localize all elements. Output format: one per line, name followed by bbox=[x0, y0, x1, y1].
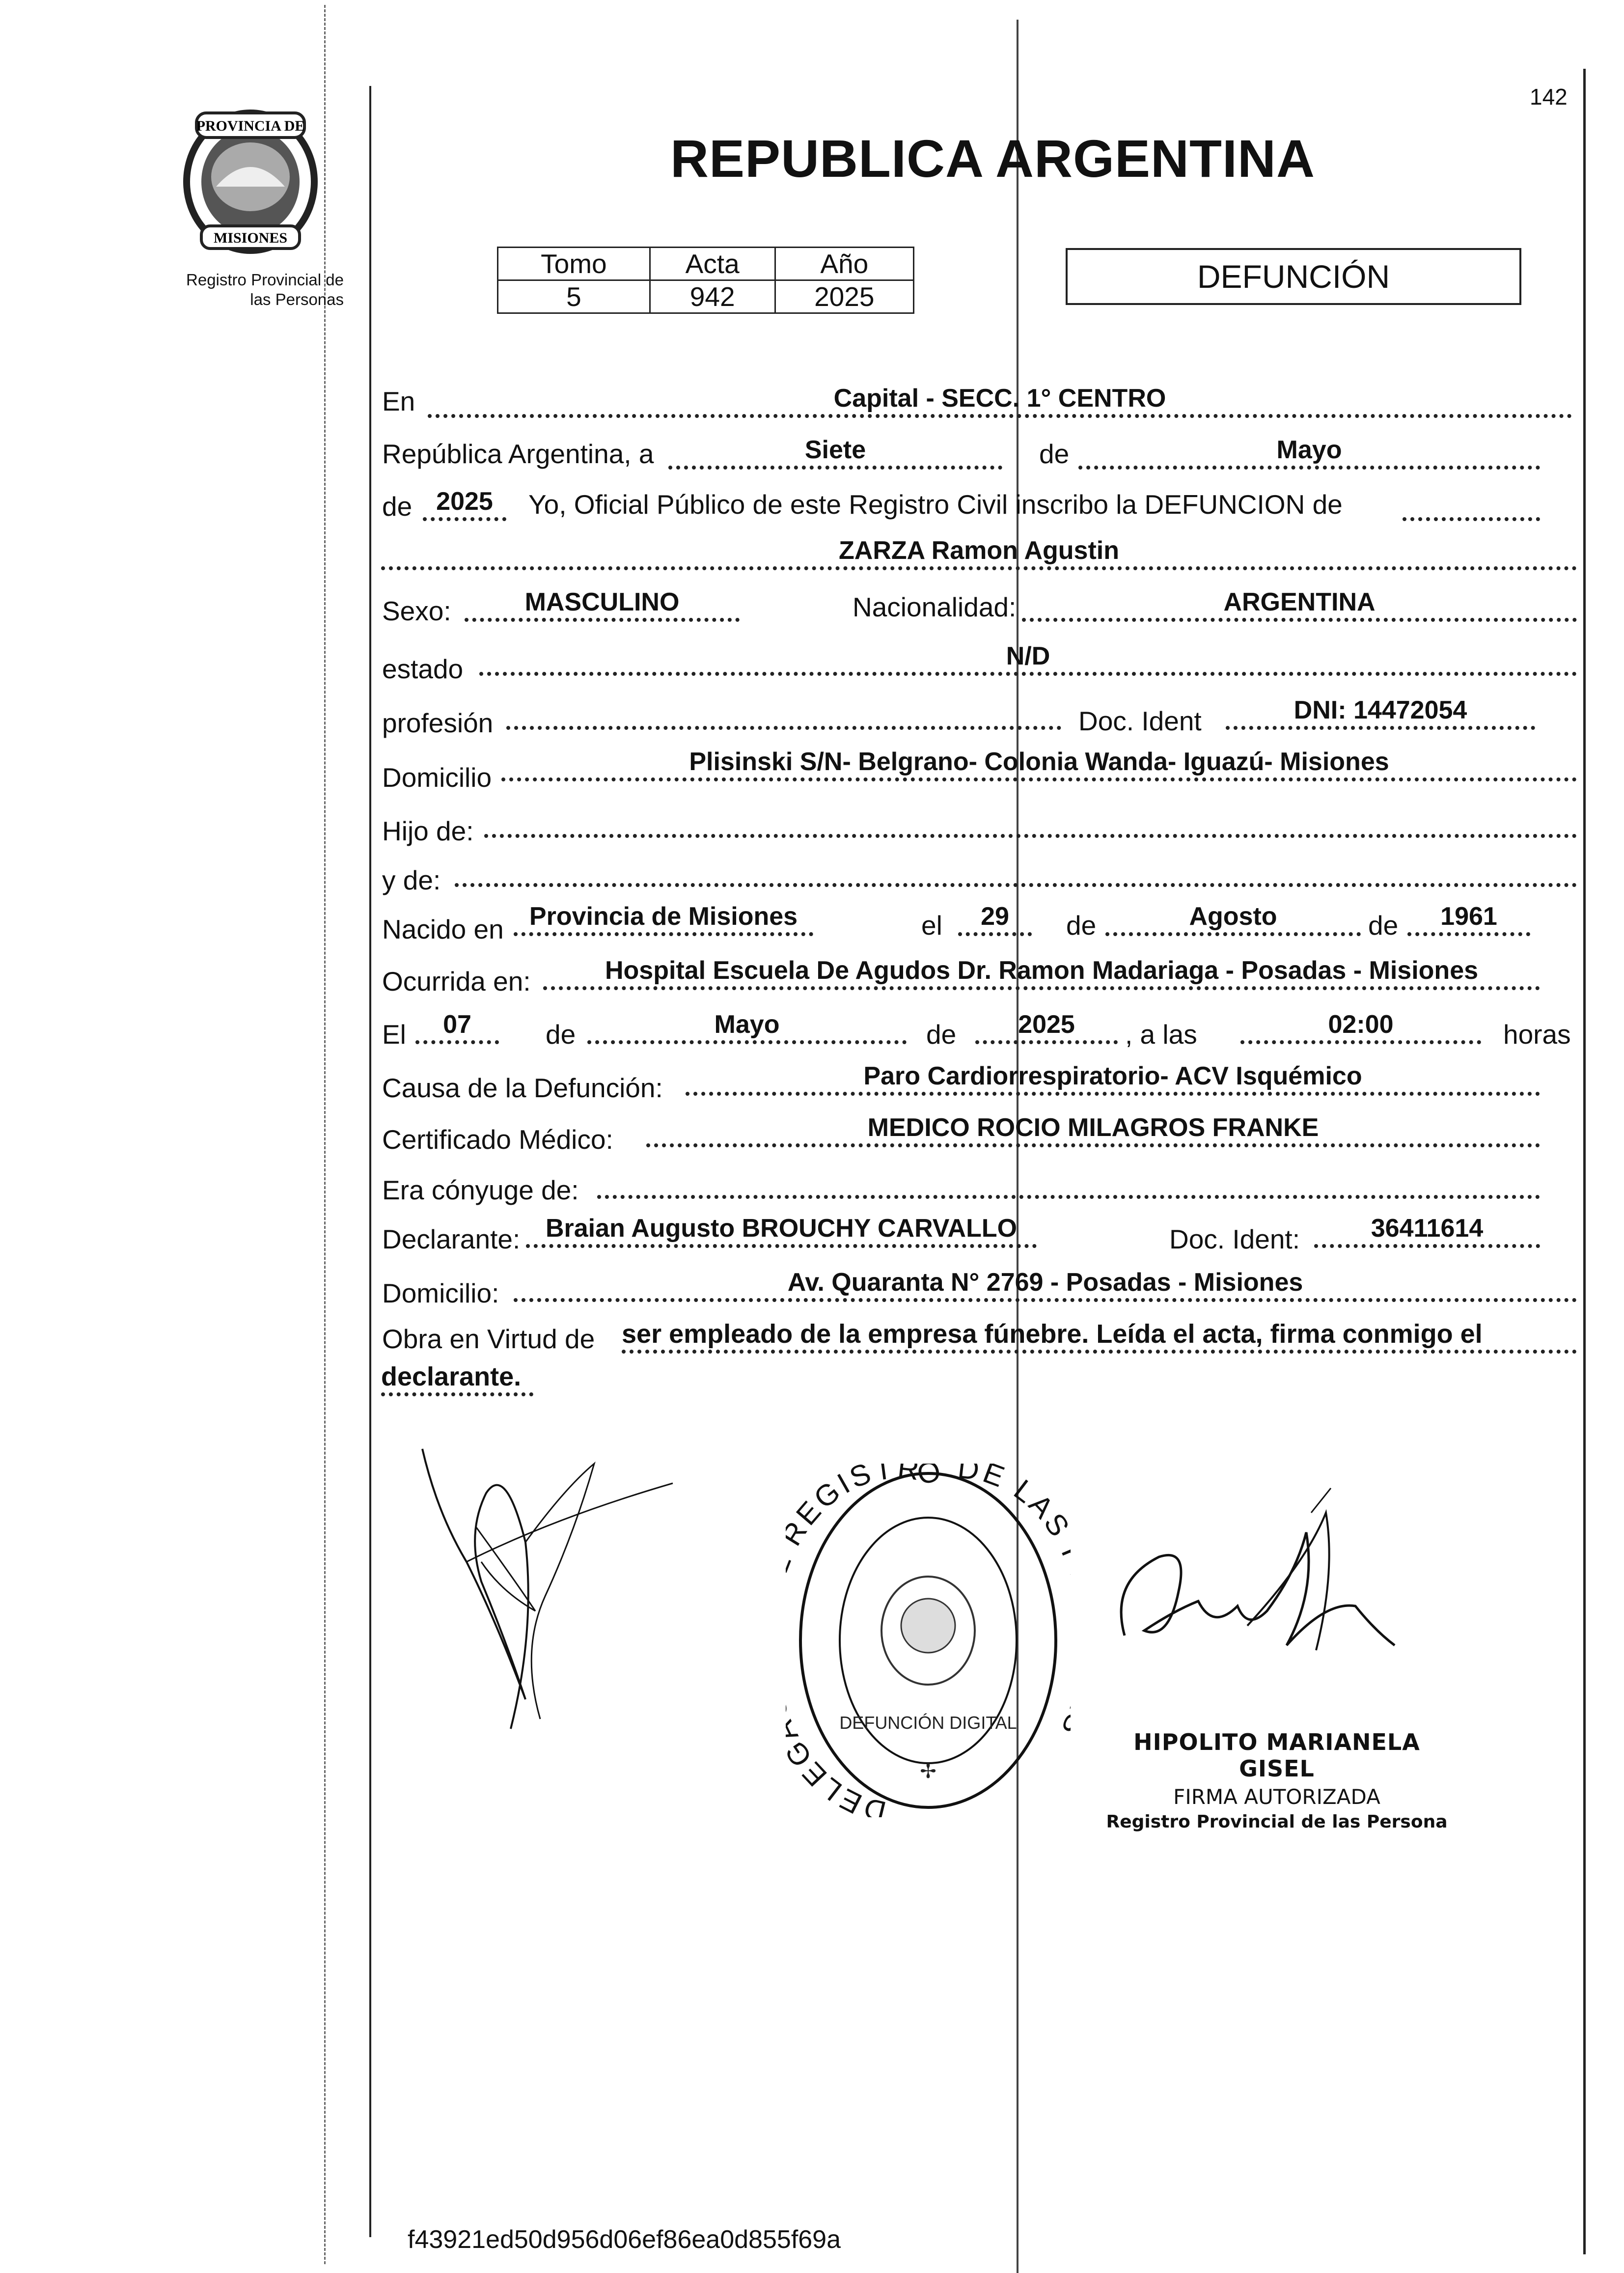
de4-label: de bbox=[1368, 910, 1399, 941]
registry-caption bbox=[147, 270, 344, 309]
domicilio-label: Domicilio bbox=[382, 762, 492, 793]
ocurrida-label: Ocurrida en: bbox=[382, 966, 531, 997]
provincial-seal bbox=[162, 103, 339, 255]
declarante-label: Declarante: bbox=[382, 1224, 521, 1254]
acta-value: 942 bbox=[650, 280, 775, 313]
row-nombre bbox=[381, 533, 1579, 582]
domicilio2-label: Domicilio: bbox=[382, 1278, 499, 1308]
conyuge-label: Era cónyuge de: bbox=[382, 1175, 579, 1205]
country-title: REPUBLICA ARGENTINA bbox=[670, 129, 1315, 188]
row-cert bbox=[381, 1110, 1579, 1159]
registry-caption-line1: Registro Provincial de bbox=[186, 271, 344, 289]
obra-field-1: ser empleado de la empresa fúnebre. Leída el acta, firma conmigo el bbox=[622, 1320, 1577, 1354]
row-sexo bbox=[381, 584, 1579, 634]
registry-caption-line2: las Personas bbox=[250, 290, 344, 308]
cert-field: MEDICO ROCIO MILAGROS FRANKE bbox=[646, 1114, 1540, 1147]
nac-mes-field: Agosto bbox=[1105, 903, 1361, 936]
page-number: 142 bbox=[1530, 84, 1568, 110]
anio-header: Año bbox=[775, 248, 913, 280]
dia-field: Siete bbox=[668, 436, 1002, 470]
anio-value: 2025 bbox=[775, 280, 913, 313]
record-table bbox=[497, 247, 914, 314]
doc-label: Doc. Ident bbox=[1078, 706, 1202, 736]
de6-label: de bbox=[926, 1019, 957, 1050]
row-en bbox=[381, 381, 1579, 430]
de5-label: de bbox=[546, 1019, 576, 1050]
domicilio-field: Plisinski S/N- Belgrano- Colonia Wanda- Iguazú- Misiones bbox=[501, 748, 1577, 781]
causa-field: Paro Cardiorrespiratorio- ACV Isquémico bbox=[686, 1062, 1540, 1096]
officer-name: HIPOLITO MARIANELA GISEL bbox=[1133, 1729, 1420, 1782]
def-mes-field: Mayo bbox=[587, 1011, 907, 1044]
hijo-field bbox=[484, 804, 1577, 838]
official-stamp bbox=[786, 1464, 1071, 1817]
def-anio-field: 2025 bbox=[975, 1011, 1118, 1044]
sexo-field: MASCULINO bbox=[465, 588, 740, 622]
nac-dia-field: 29 bbox=[958, 903, 1032, 936]
left-margin-line bbox=[369, 86, 371, 2237]
row-declarante bbox=[381, 1211, 1579, 1260]
domicilio2-field: Av. Quaranta N° 2769 - Posadas - Misiones bbox=[514, 1269, 1577, 1302]
nombre-field: ZARZA Ramon Agustin bbox=[381, 537, 1577, 570]
record-type-box: DEFUNCIÓN bbox=[1066, 248, 1521, 305]
seal-text-top: PROVINCIA DE bbox=[196, 118, 305, 134]
def-dia-field: 07 bbox=[415, 1011, 499, 1044]
en-field: Capital - SECC. 1° CENTRO bbox=[428, 385, 1572, 418]
alas-label: , a las bbox=[1125, 1019, 1197, 1050]
obra-label: Obra en Virtud de bbox=[382, 1324, 595, 1354]
row-ocurrida bbox=[381, 953, 1579, 1002]
estado-label: estado bbox=[382, 654, 464, 684]
de-label: de bbox=[1039, 439, 1070, 469]
anio-field: 2025 bbox=[423, 488, 506, 521]
officer-role: FIRMA AUTORIZADA bbox=[1173, 1785, 1380, 1809]
en-label: En bbox=[382, 386, 415, 416]
cert-label: Certificado Médico: bbox=[382, 1124, 613, 1155]
conyuge-field bbox=[597, 1165, 1540, 1199]
row-hijo bbox=[381, 801, 1579, 850]
nac-field: ARGENTINA bbox=[1022, 588, 1577, 622]
nac-anio-field: 1961 bbox=[1407, 903, 1530, 936]
hijo-label: Hijo de: bbox=[382, 816, 474, 846]
nac-label: Nacionalidad: bbox=[853, 592, 1017, 622]
declarante-field: Braian Augusto BROUCHY CARVALLO bbox=[526, 1215, 1037, 1248]
de2-label: de bbox=[382, 491, 413, 522]
svg-text:✢: ✢ bbox=[920, 1761, 936, 1782]
de3-label: de bbox=[1066, 910, 1097, 941]
row-yo bbox=[381, 484, 1579, 533]
nacido-field: Provincia de Misiones bbox=[514, 903, 813, 936]
row-yde bbox=[381, 850, 1579, 899]
yde-field bbox=[455, 854, 1577, 887]
declarant-signature bbox=[408, 1434, 683, 1739]
row-domicilio bbox=[381, 744, 1579, 793]
yo-text: Yo, Oficial Público de este Registro Civil inscribo la DEFUNCION de bbox=[528, 489, 1343, 520]
yo-blank bbox=[1403, 488, 1540, 521]
row-profesion bbox=[381, 693, 1579, 742]
officer-signature bbox=[1100, 1483, 1454, 1709]
row-estado bbox=[381, 638, 1579, 688]
ocurrida-field: Hospital Escuela De Agudos Dr. Ramon Madariaga - Posadas - Misiones bbox=[543, 957, 1540, 990]
estado-field: N/D bbox=[479, 642, 1577, 676]
row-el bbox=[381, 1007, 1579, 1056]
row-nacido bbox=[381, 899, 1579, 948]
row-causa bbox=[381, 1058, 1579, 1108]
def-hora-field: 02:00 bbox=[1240, 1011, 1481, 1044]
row-domicilio2 bbox=[381, 1265, 1579, 1314]
yde-label: y de: bbox=[382, 865, 441, 895]
horas-label: horas bbox=[1503, 1019, 1571, 1050]
officer-block bbox=[1105, 1729, 1449, 1832]
officer-org: Registro Provincial de las Persona bbox=[1106, 1812, 1448, 1832]
doc-field: DNI: 14472054 bbox=[1226, 696, 1535, 730]
causa-label: Causa de la Defunción: bbox=[382, 1073, 663, 1103]
doc2-field: 36411614 bbox=[1314, 1215, 1540, 1248]
row-obra bbox=[381, 1316, 1579, 1405]
doc2-label: Doc. Ident: bbox=[1169, 1224, 1300, 1254]
tomo-value: 5 bbox=[498, 280, 650, 313]
obra-field-2: declarante. bbox=[381, 1363, 533, 1396]
row-conyuge bbox=[381, 1162, 1579, 1211]
mes-field: Mayo bbox=[1078, 436, 1540, 470]
profesion-field bbox=[506, 696, 1061, 730]
document-hash: f43921ed50d956d06ef86ea0d855f69a bbox=[408, 2225, 841, 2254]
nacido-label: Nacido en bbox=[382, 914, 504, 944]
stamp-inner-text: DEFUNCIÓN DIGITAL bbox=[839, 1713, 1017, 1733]
seal-text-bottom: MISIONES bbox=[213, 230, 288, 246]
row-fecha bbox=[381, 432, 1579, 481]
stamp-ring-text: DELE EGISTRO DE LA bbox=[789, 1464, 1062, 1817]
acta-header: Acta bbox=[650, 248, 775, 280]
sexo-label: Sexo: bbox=[382, 596, 451, 626]
right-margin-line bbox=[1583, 69, 1586, 2254]
tomo-header: Tomo bbox=[498, 248, 650, 280]
el-label: el bbox=[921, 910, 942, 941]
profesion-label: profesión bbox=[382, 708, 494, 738]
rep-label: República Argentina, a bbox=[382, 439, 654, 469]
left-dashed-line bbox=[324, 5, 327, 2264]
el2-label: El bbox=[382, 1019, 406, 1050]
